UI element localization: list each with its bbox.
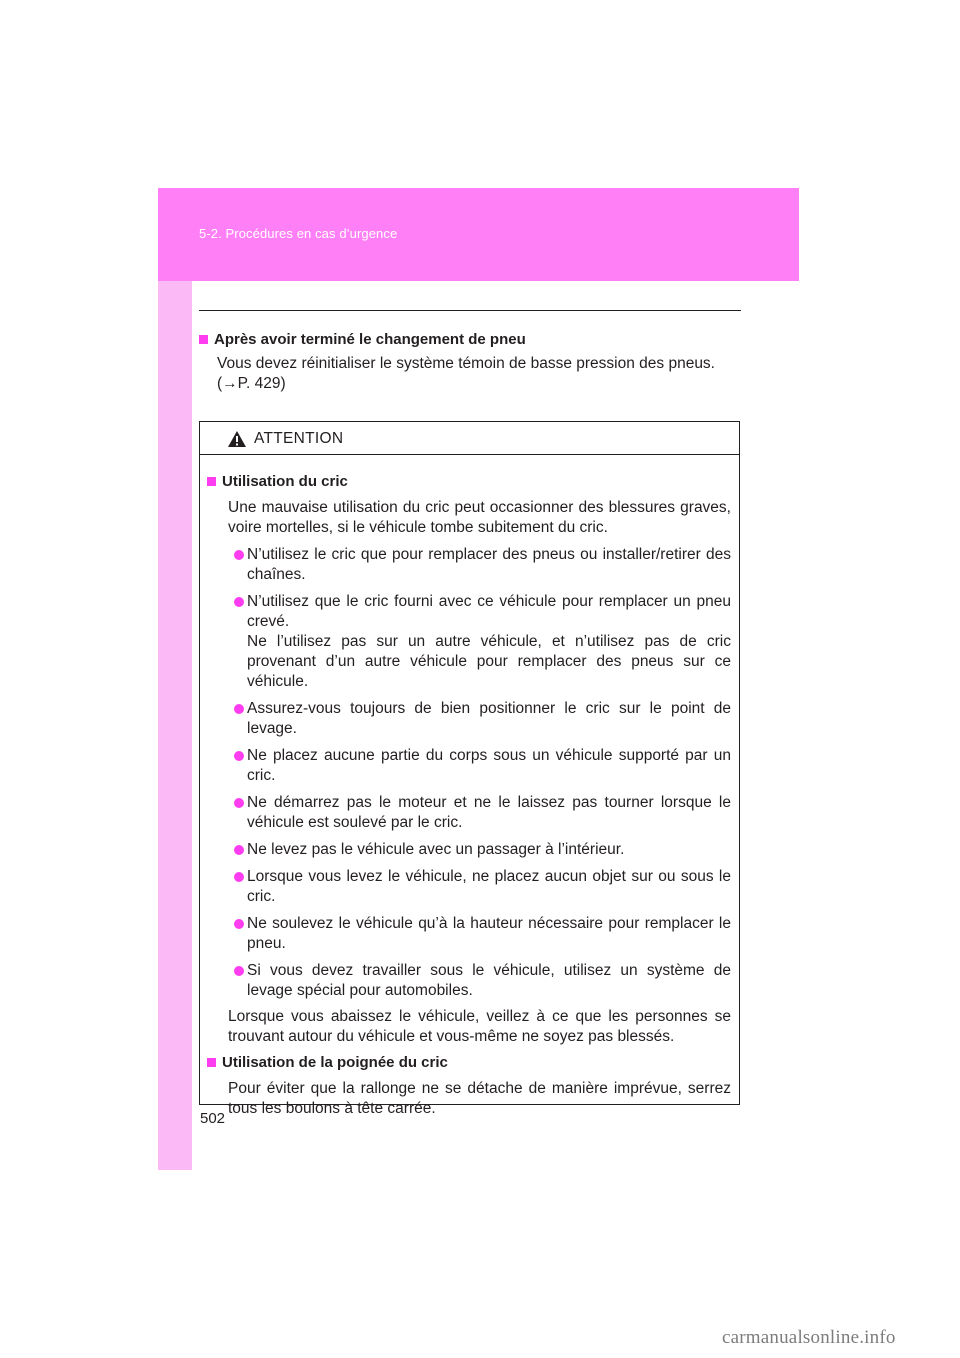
bullet-dot-icon — [234, 966, 244, 976]
jack-handle-text: Pour éviter que la rallonge ne se détache de manière imprévue, serrez tous les boulons à tête carrée. — [228, 1080, 731, 1117]
square-bullet-icon — [199, 335, 208, 344]
bullet-dot-icon — [234, 550, 244, 560]
intro-text: Vous devez réinitialiser le système témoin de basse pression des pneus. (→P. 429) — [217, 355, 715, 392]
jack-usage-intro: Une mauvaise utilisation du cric peut occasionner des blessures graves, voire mortelles, si le véhicule tombe subitement du cric. — [228, 499, 731, 536]
intro-heading: Après avoir terminé le changement de pneu — [199, 330, 741, 350]
list-item: Ne soulevez le véhicule qu’à la hauteur nécessaire pour remplacer le pneu. — [222, 914, 731, 954]
page-reference-link[interactable]: (→P. 429) — [217, 375, 286, 392]
bullet-dot-icon — [234, 872, 244, 882]
bullet-dot-icon — [234, 704, 244, 714]
page-number: 502 — [200, 1110, 226, 1127]
square-bullet-icon — [207, 1058, 216, 1067]
caution-header — [200, 422, 739, 455]
list-item: N’utilisez que le cric fourni avec ce véhicule pour remplacer un pneu crevé. Ne l’utilisez pas sur un autre véhicule, et n’utilisez pas de cric provenant d’un autre véhicule pour remplacer des pneus sur ce véhicule. — [222, 592, 731, 692]
caution-title: ATTENTION — [254, 430, 344, 447]
jack-usage-heading: Utilisation du cric — [207, 472, 731, 492]
caution-box — [199, 421, 740, 1117]
caution-body — [200, 455, 739, 1119]
intro-section — [199, 330, 741, 394]
section-title: 5-2. Procédures en cas d’urgence — [199, 226, 398, 241]
jack-usage-closing: Lorsque vous abaissez le véhicule, veillez à ce que les personnes se trouvant autour du véhicule et vous-même ne soyez pas blessés. — [228, 1008, 731, 1045]
list-item: Ne levez pas le véhicule avec un passager à l’intérieur. — [222, 840, 731, 860]
list-item: Ne démarrez pas le moteur et ne le laissez pas tourner lorsque le véhicule est soulevé par le cric. — [222, 793, 731, 833]
bullet-dot-icon — [234, 798, 244, 808]
square-bullet-icon — [207, 477, 216, 486]
bullet-dot-icon — [234, 597, 244, 607]
jack-handle-heading: Utilisation de la poignée du cric — [207, 1053, 731, 1073]
watermark: carmanualsonline.info — [722, 1327, 896, 1348]
list-item: Si vous devez travailler sous le véhicule, utilisez un système de levage spécial pour automobiles. — [222, 961, 731, 1001]
list-item: Lorsque vous levez le véhicule, ne placez aucun objet sur ou sous le cric. — [222, 867, 731, 907]
bullet-dot-icon — [234, 845, 244, 855]
bullet-dot-icon — [234, 751, 244, 761]
list-item: N’utilisez le cric que pour remplacer des pneus ou installer/retirer des chaînes. — [222, 545, 731, 585]
warning-triangle-icon — [227, 430, 247, 448]
list-item: Ne placez aucune partie du corps sous un véhicule supporté par un cric. — [222, 746, 731, 786]
top-rule — [199, 310, 741, 311]
side-strip — [158, 188, 192, 1170]
list-item: Assurez-vous toujours de bien positionner le cric sur le point de levage. — [222, 699, 731, 739]
bullet-dot-icon — [234, 919, 244, 929]
